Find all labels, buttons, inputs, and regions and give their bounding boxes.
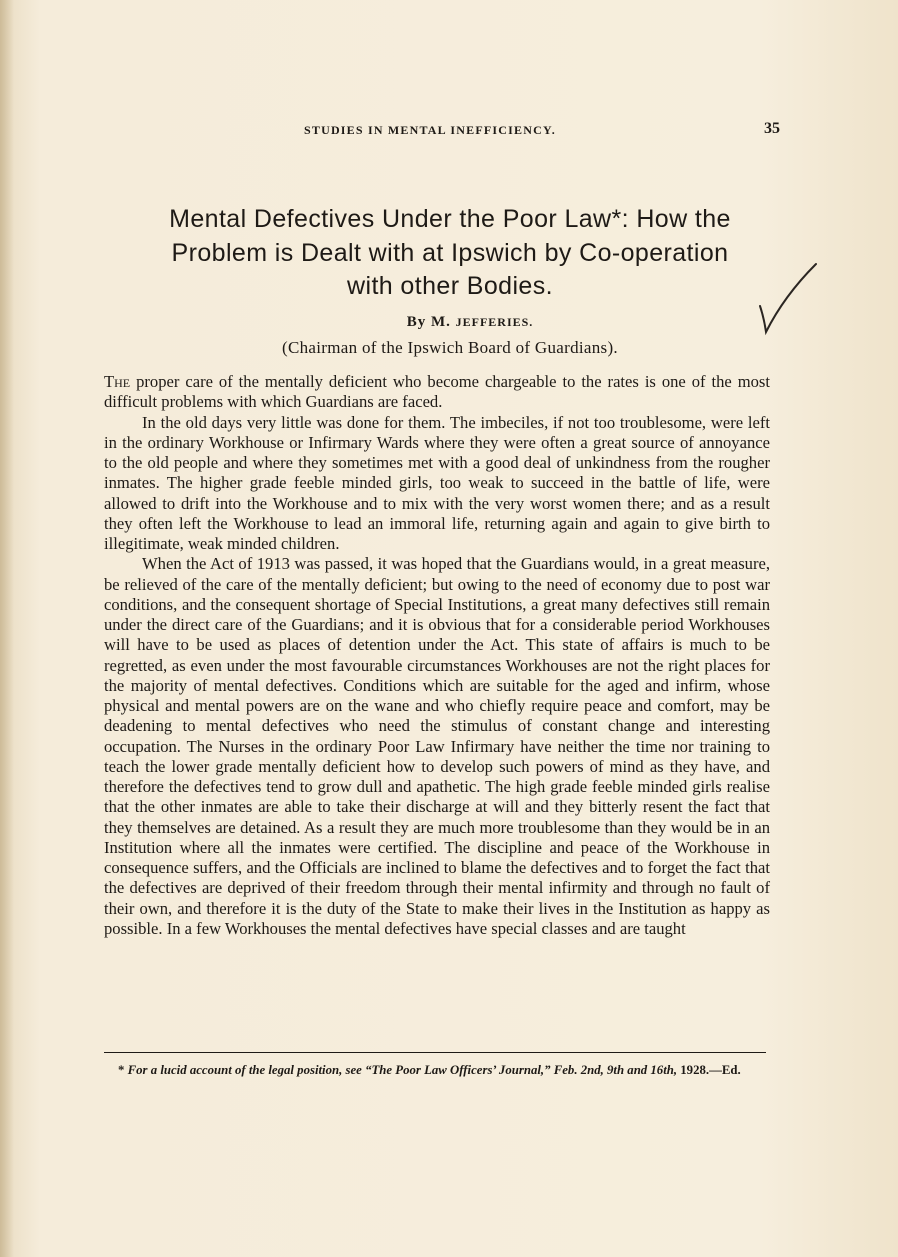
article-title [120, 203, 780, 304]
body-paragraph: In the old days very little was done for them. The imbeciles, if not too troublesome, were left in the ordinary Workhouse or Infirmary Wards where they were often a great source of annoyance to the old people and where they sometimes met with a good deal of unkindness from the rougher inmates. The higher grade feeble minded girls, too weak to succeed in the battle of life, were allowed to drift into the Workhouse and to mix with the very worst women there; and as a result they often left the Workhouse to lead an immoral life, returning again and again to give birth to illegitimate, weak minded children. [104, 412, 770, 553]
footnote-tail: 1928.—Ed. [677, 1063, 741, 1077]
paragraph-text: proper care of the mentally deficient who become chargeable to the rates is one of the most difficult problems with which Guardians are faced. [104, 372, 770, 412]
footnote-marker: * [118, 1063, 128, 1077]
page-number: 35 [764, 120, 780, 137]
article-title-line: with other Bodies. [347, 272, 553, 300]
paragraph-lead-word: The [104, 372, 131, 391]
footnote-text: For a lucid account of the legal position, see “The Poor Law Officers’ Journal,” Feb. 2nd, 9th and 16th, [127, 1063, 678, 1077]
article-body [104, 372, 770, 939]
author-surname: JEFFERIES. [455, 315, 534, 329]
footnote [104, 1062, 770, 1078]
byline [140, 314, 800, 331]
footnote-rule [104, 1052, 766, 1053]
author-affiliation: (Chairman of the Ipswich Board of Guardians). [282, 338, 618, 357]
body-paragraph: When the Act of 1913 was passed, it was hoped that the Guardians would, in a great measure, be relieved of the care of the mentally deficient; but owing to the need of economy due to post war conditions, and the consequent shortage of Special Institutions, a great many defectives still remain under the direct care of the Guardians; and it is obvious that for a considerable period Workhouses will have to be used as places of detention under the Act. This state of affairs is much to be regretted, as even under the most favourable circumstances Workhouses are not the right places for the majority of mental defectives. Conditions which are suitable for the aged and infirm, whose physical and mental powers are on the wane and who chiefly require peace and comfort, may be deadening to mental defectives who need the stimulus of constant change and interesting occupation. The Nurses in the ordinary Poor Law Infirmary have neither the time nor training to teach the lower grade mentally deficient how to develop such powers of mind as they have, and therefore the defectives tend to grow dull and apathetic. The high grade feeble minded girls realise that the other inmates are able to take their discharge at will and they bitterly resent the fact that they themselves are detained. As a result they are much more troublesome than they would be in an Institution where all the inmates were certified. The discipline and peace of the Workhouse in consequence suffers, and the Officials are inclined to blame the defectives and to forget the fact that the defectives are deprived of their freedom through their mental infirmity and through no fault of their own, and therefore it is the duty of the State to make their lives in the Institution as happy as possible. In a few Workhouses the mental defectives have special classes and are taught [104, 554, 770, 938]
article-title-line: Mental Defectives Under the Poor Law*: How the [169, 205, 731, 233]
page-binding-shadow [0, 0, 14, 1257]
running-head [104, 120, 780, 144]
body-paragraph [104, 372, 770, 413]
running-title: STUDIES IN MENTAL INEFFICIENCY. [304, 123, 556, 137]
author-initial: M. [430, 314, 451, 330]
article-title-line: Problem is Dealt with at Ipswich by Co-operation [171, 238, 729, 267]
byline-prefix: By [406, 314, 427, 330]
